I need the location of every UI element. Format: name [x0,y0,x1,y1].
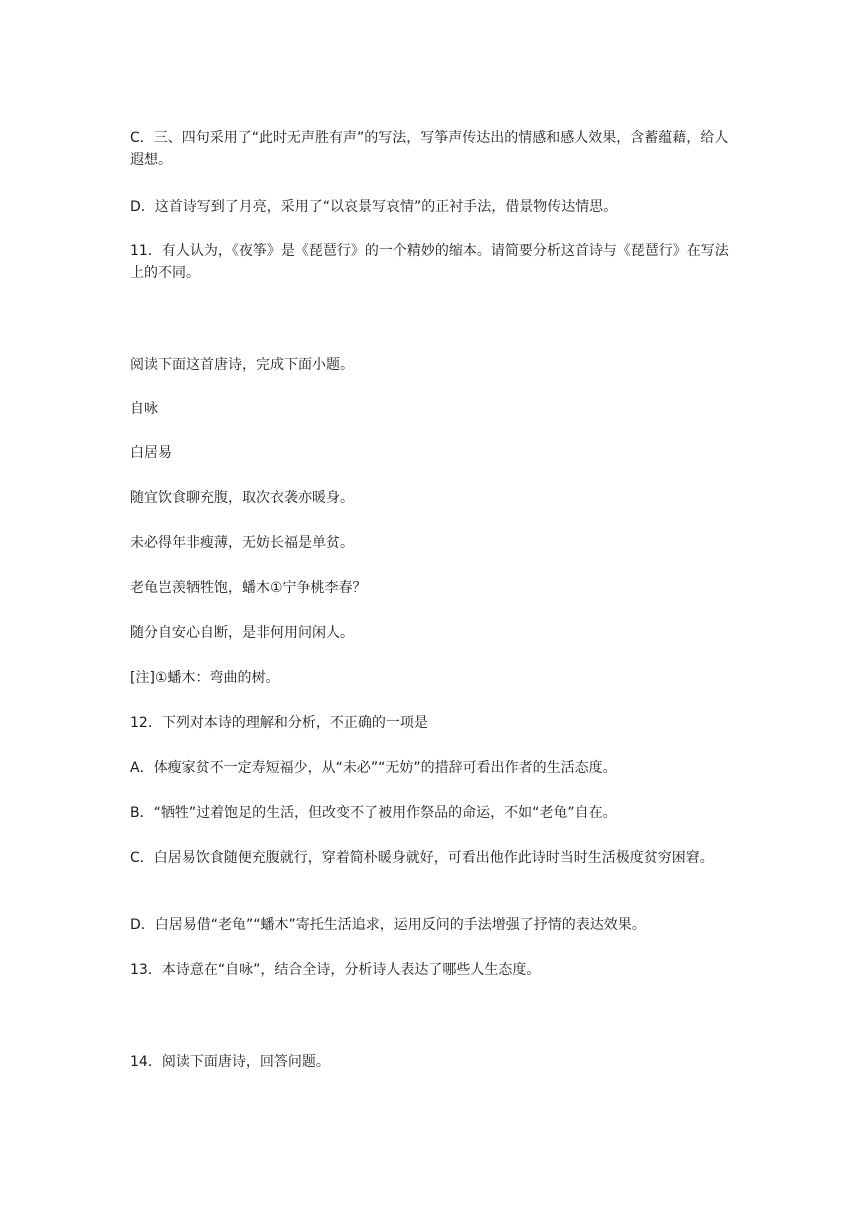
poem-line-2: 未必得年非瘦薄，无妨长福是单贫。 [130,535,354,551]
option-d2-paragraph: D．白居易借“老龟”“蟠木”寄托生活追求，运用反问的手法增强了抒情的表达效果。 [130,917,646,933]
question-11: 11．有人认为，《夜筝》是《琵琶行》的一个精妙的缩本。请简要分析这首诗与《琵琶行》在写法上的不同。 [130,243,729,281]
question-14: 14．阅读下面唐诗，回答问题。 [130,1054,330,1070]
poem-annotation: [注]①蟠木：弯曲的树。 [130,670,280,686]
poem-line-1: 随宜饮食聊充腹，取次衣袭亦暖身。 [130,490,354,506]
reading-instruction: 阅读下面这首唐诗，完成下面小题。 [130,357,354,373]
option-a-paragraph: A．体瘦家贫不一定寿短福少，从“未必”“无妨”的措辞可看出作者的生活态度。 [130,760,617,776]
option-d-paragraph: D．这首诗写到了月亮，采用了“以哀景写哀情”的正衬手法，借景物传达情思。 [130,199,618,215]
poem-author: 白居易 [130,445,172,461]
poem-line-4: 随分自安心自断，是非何用问闲人。 [130,625,354,641]
poem-line-3: 老龟岂羡牺牲饱，蟠木①宁争桃李春？ [130,580,367,596]
option-c2-paragraph: C．白居易饮食随便充腹就行，穿着简朴暖身就好，可看出他作此诗时当时生活极度贫穷困窘。 [130,850,714,866]
question-13: 13．本诗意在“自咏”，结合全诗，分析诗人表达了哪些人生态度。 [130,962,541,978]
question-12: 12．下列对本诗的理解和分析，不正确的一项是 [130,715,428,731]
option-b-paragraph: B．“牺牲”过着饱足的生活，但改变不了被用作祭品的命运，不如“老龟”自在。 [130,805,617,821]
option-c-paragraph: C．三、四句采用了“此时无声胜有声”的写法，写筝声传达出的情感和感人效果，含蓄蕴藉，给人遐想。 [130,130,729,168]
poem-title: 自咏 [130,401,158,417]
